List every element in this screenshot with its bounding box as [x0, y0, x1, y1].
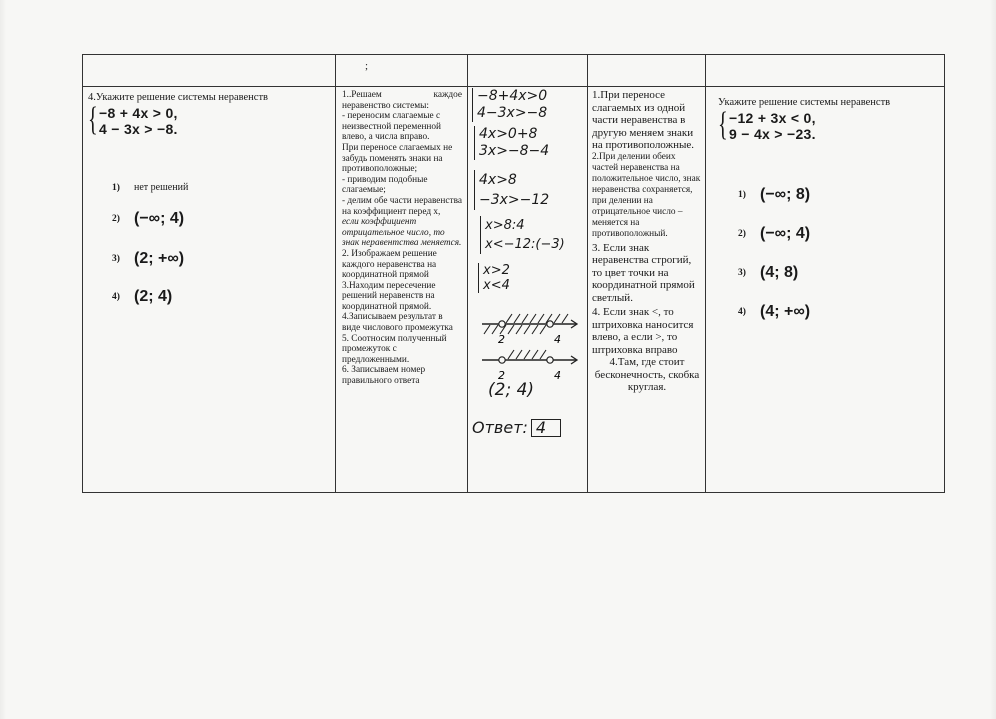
hand-line: x>2	[483, 263, 510, 278]
rules-cell	[592, 89, 702, 489]
hand-system-5	[478, 263, 510, 293]
hand-line: x<4	[483, 278, 510, 293]
column-divider-1	[335, 54, 336, 493]
left-option-2[interactable]	[112, 210, 184, 228]
step-1: 1..Решаем каждое неравенство системы:	[342, 90, 462, 111]
table-border-bottom	[82, 492, 945, 493]
hand-system-2	[474, 126, 549, 160]
header-semicolon: ;	[365, 60, 369, 72]
handwritten-solution	[470, 88, 585, 488]
rule-3: 3. Если знак неравенства строгий, то цвет точки на координатной прямой светлый.	[592, 241, 695, 304]
option-number: 3)	[738, 268, 746, 278]
number-line-1-label-4: 4	[554, 333, 561, 344]
option-number: 1)	[112, 182, 120, 193]
hand-line: −3x>−12	[479, 192, 550, 208]
hand-line: x>8:4	[485, 218, 525, 233]
option-value: (2; 4)	[134, 288, 173, 305]
option-value: (−∞; 8)	[760, 186, 811, 203]
hand-system-1	[472, 88, 547, 122]
left-option-3[interactable]	[112, 250, 184, 268]
column-divider-2	[467, 54, 468, 493]
number-line-2-label-4: 4	[554, 369, 561, 380]
hand-line: −8+4x>0	[477, 88, 548, 104]
hand-interval: (2; 4)	[488, 380, 535, 400]
option-number: 4)	[112, 292, 120, 302]
option-value: (4; +∞)	[760, 303, 811, 320]
left-option-4[interactable]	[112, 288, 172, 306]
step-3: 3.Находим пересечение решений неравенств на координатной прямой.	[342, 280, 436, 312]
hand-system-4	[480, 216, 565, 254]
rule-4: 4. Если знак <, то штриховка наносится влево, а если >, то штриховка вправо	[592, 306, 694, 356]
step-4: 4.Записываем результат в виде числового промежутка	[342, 312, 453, 334]
step-1c: - приводим подобные слагаемые;	[342, 174, 428, 196]
hand-line: 4x>0+8	[479, 126, 538, 142]
right-option-1[interactable]	[738, 186, 810, 204]
rule-1: 1.При переносе слагаемых из одной части неравенства в другую меняем знаки на противоположные.	[592, 89, 695, 151]
rule-5: 4.Там, где стоит бесконечность, скобка круглая.	[594, 356, 700, 393]
option-value: (4; 8)	[760, 264, 799, 281]
right-task-title: Укажите решение системы неравенств	[718, 97, 891, 108]
option-number: 2)	[738, 229, 746, 239]
option-value: (−∞; 4)	[134, 210, 185, 227]
left-system-line-1: −8 + 4x > 0,	[99, 105, 178, 121]
system-brace-icon: {	[718, 106, 728, 143]
hand-line: 4x>8	[479, 172, 517, 188]
right-task-cell	[718, 97, 942, 177]
option-value: (−∞; 4)	[760, 225, 811, 242]
hand-line: 4−3x>−8	[477, 105, 548, 121]
option-number: 4)	[738, 307, 746, 317]
rule-2: 2.При делении обеих частей неравенства на положительное число, знак неравенства сохраняется, при делении на отрицательное число – меняется на противоположный.	[592, 151, 701, 239]
step-2: 2. Изображаем решение каждого неравенства на координатной прямой	[342, 248, 437, 281]
option-number: 1)	[738, 190, 746, 200]
right-system-line-1: −12 + 3x < 0,	[729, 110, 816, 126]
step-6: 6. Записываем номер правильного ответа	[342, 365, 426, 387]
table-border-right	[944, 54, 945, 493]
right-option-4[interactable]	[738, 303, 810, 321]
hand-line: 3x>−8−4	[479, 143, 550, 159]
system-brace-icon: {	[88, 101, 98, 138]
left-system-line-2: 4 − 3x > −8.	[99, 121, 178, 137]
table-border-left	[82, 54, 83, 493]
hand-answer	[472, 418, 561, 437]
right-option-2[interactable]	[738, 225, 810, 243]
number-line-1-label-2: 2	[498, 333, 505, 344]
hand-answer-label: Ответ:	[472, 418, 528, 437]
number-line-2-label-2: 2	[498, 369, 505, 380]
table-header-divider	[82, 86, 945, 87]
column-divider-3	[587, 54, 588, 493]
table-border-top	[82, 54, 945, 55]
option-value: (2; +∞)	[134, 250, 185, 267]
hand-line: x<−12:(−3)	[485, 237, 565, 252]
right-task-system	[718, 106, 942, 143]
column-divider-4	[705, 54, 706, 493]
right-system-line-2: 9 − 4x > −23.	[729, 126, 816, 142]
left-task-system	[88, 101, 333, 138]
step-5: 5. Соотносим полученный промежуток с предложенными.	[342, 333, 447, 365]
step-1d: - делим обе части неравенства на коэффициент перед х,	[342, 195, 462, 217]
number-line-2	[480, 346, 580, 380]
step-1e: если коэффициент отрицательное число, то знак неравентства меняется.	[342, 217, 462, 249]
step-1b: При переносе слагаемых не забудь поменять знаки на противоположные;	[342, 142, 453, 175]
number-line-1	[480, 310, 580, 344]
steps-cell	[342, 90, 462, 488]
option-number: 3)	[112, 254, 120, 264]
hand-answer-box: 4	[531, 419, 561, 437]
option-number: 2)	[112, 214, 120, 224]
step-1a: - переносим слагаемые с неизвестной переменной влево, а числа вправо.	[342, 111, 442, 143]
option-value: нет решений	[134, 182, 189, 193]
right-option-3[interactable]	[738, 264, 798, 282]
left-task-title: 4.Укажите решение системы неравенств	[88, 92, 269, 103]
hand-system-3	[474, 170, 549, 210]
left-option-1[interactable]	[112, 182, 188, 193]
